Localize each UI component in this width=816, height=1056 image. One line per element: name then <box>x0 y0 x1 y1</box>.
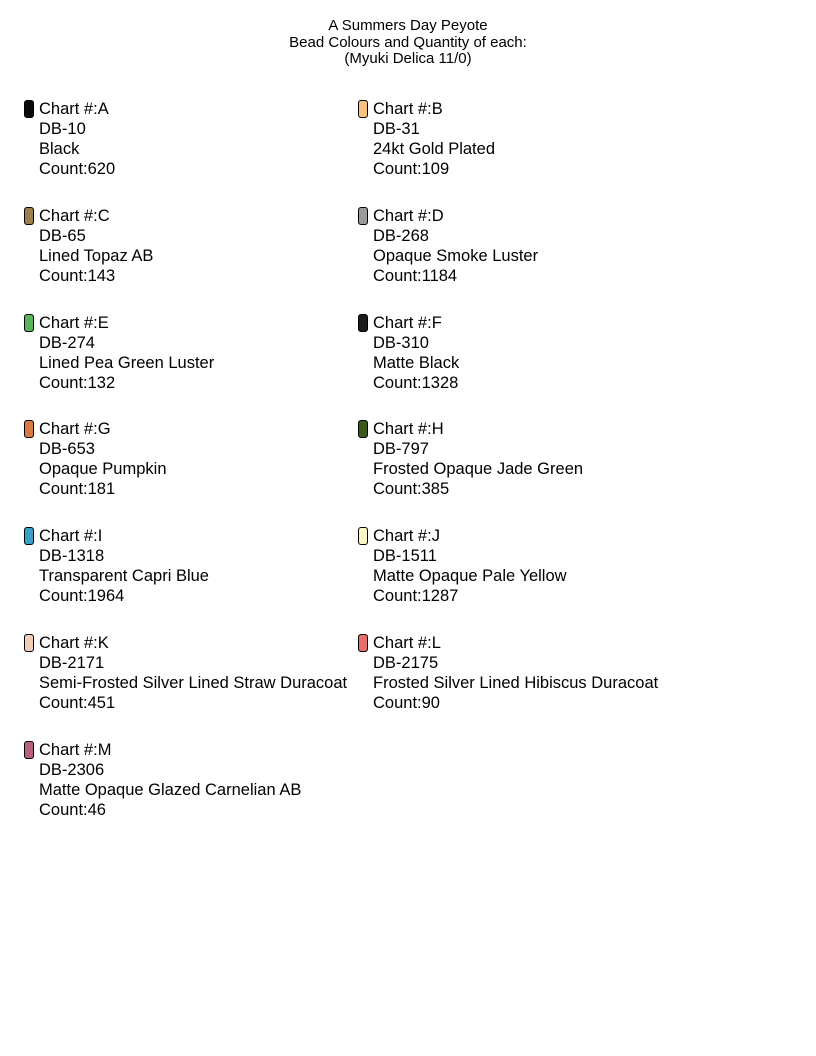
bead-code: DB-653 <box>39 440 95 459</box>
bead-count: Count:181 <box>39 480 116 499</box>
bead-chart-label: Chart #:A <box>39 100 109 118</box>
bead-code: DB-2175 <box>373 654 439 672</box>
bead-name: Frosted Silver Lined Hibiscus Duracoat <box>373 674 659 692</box>
bead-name: Matte Black <box>373 353 460 372</box>
bead-name: Matte Opaque Pale Yellow <box>373 567 567 586</box>
bead-brand-note: (Myuki Delica 11/0) <box>344 50 472 67</box>
bead-chart-label: Chart #:M <box>39 740 112 759</box>
bead-color-swatch <box>358 207 368 225</box>
bead-name: Black <box>39 140 80 158</box>
bead-details <box>39 99 115 179</box>
bead-code: DB-1511 <box>373 547 437 566</box>
bead-chart-label: Chart #:D <box>373 206 444 225</box>
bead-name: Lined Pea Green Luster <box>39 353 215 372</box>
bead-code: DB-274 <box>39 333 95 352</box>
bead-name: Matte Opaque Glazed Carnelian AB <box>39 780 302 799</box>
bead-name: Opaque Smoke Luster <box>373 246 539 265</box>
bead-color-swatch <box>24 207 34 225</box>
document-subtitle: Bead Colours and Quantity of each: <box>289 33 527 51</box>
bead-details <box>373 313 459 393</box>
bead-details <box>373 526 567 606</box>
bead-count: Count:451 <box>39 694 116 712</box>
bead-details <box>39 633 347 713</box>
bead-count: Count:1287 <box>373 587 459 606</box>
bead-chart-label: Chart #:J <box>373 527 440 546</box>
bead-details <box>39 740 301 820</box>
bead-chart-label: Chart #:C <box>39 206 110 225</box>
bead-details <box>39 313 214 393</box>
bead-color-swatch <box>358 100 368 118</box>
bead-details <box>373 99 495 179</box>
bead-chart-label: Chart #:K <box>39 634 109 652</box>
bead-color-swatch <box>24 741 34 759</box>
bead-chart-label: Chart #:I <box>39 527 103 546</box>
bead-color-swatch <box>24 634 34 652</box>
bead-count: Count:109 <box>373 160 450 178</box>
bead-count: Count:385 <box>373 480 450 499</box>
bead-color-swatch <box>358 314 368 332</box>
bead-code: DB-2306 <box>39 760 105 779</box>
bead-code: DB-10 <box>39 120 86 138</box>
bead-color-swatch <box>358 420 368 438</box>
bead-color-swatch <box>24 100 34 118</box>
bead-code: DB-268 <box>373 226 429 245</box>
bead-color-swatch <box>24 420 34 438</box>
bead-code: DB-31 <box>373 120 420 138</box>
bead-color-swatch <box>358 527 368 545</box>
bead-count: Count:143 <box>39 266 116 285</box>
bead-details <box>39 526 209 606</box>
bead-count: Count:1184 <box>373 266 458 285</box>
bead-chart-label: Chart #:E <box>39 313 109 332</box>
bead-code: DB-797 <box>373 440 429 459</box>
bead-color-swatch <box>24 527 34 545</box>
bead-chart-label: Chart #:L <box>373 634 441 652</box>
bead-details <box>373 206 538 286</box>
bead-count: Count:46 <box>39 800 106 819</box>
bead-name: Semi-Frosted Silver Lined Straw Duracoat <box>39 674 348 692</box>
document-title: A Summers Day Peyote <box>328 17 488 34</box>
bead-name: Opaque Pumpkin <box>39 460 167 479</box>
bead-name: Lined Topaz AB <box>39 246 154 265</box>
bead-details <box>39 419 167 499</box>
bead-name: 24kt Gold Plated <box>373 140 495 158</box>
bead-chart-label: Chart #:H <box>373 420 444 439</box>
bead-details <box>373 419 583 499</box>
bead-chart-label: Chart #:B <box>373 100 443 118</box>
bead-color-swatch <box>24 314 34 332</box>
bead-name: Frosted Opaque Jade Green <box>373 460 584 479</box>
bead-name: Transparent Capri Blue <box>39 567 209 586</box>
bead-code: DB-310 <box>373 333 429 352</box>
bead-code: DB-2171 <box>39 654 105 672</box>
bead-details <box>373 633 658 713</box>
bead-count: Count:620 <box>39 160 116 178</box>
bead-code: DB-1318 <box>39 547 105 566</box>
bead-count: Count:1964 <box>39 587 125 606</box>
bead-chart-label: Chart #:G <box>39 420 111 439</box>
bead-chart-label: Chart #:F <box>373 313 442 332</box>
bead-details <box>39 206 153 286</box>
bead-code: DB-65 <box>39 226 86 245</box>
bead-count: Count:132 <box>39 373 116 392</box>
bead-color-swatch <box>358 634 368 652</box>
bead-count: Count:1328 <box>373 373 459 392</box>
bead-count: Count:90 <box>373 694 440 712</box>
